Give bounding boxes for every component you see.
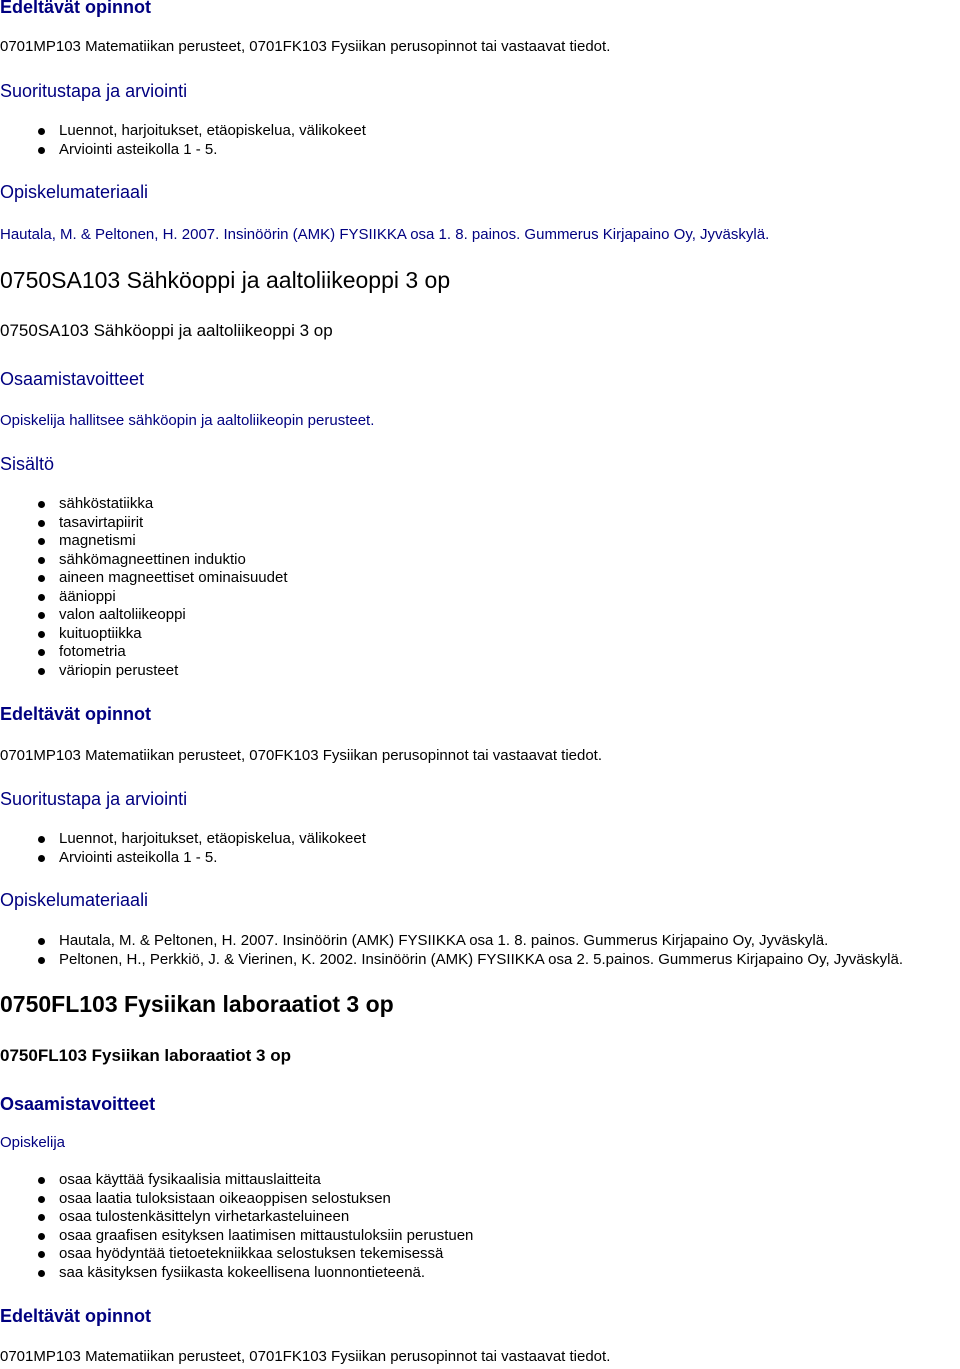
list-item: aineen magneettiset ominaisuudet xyxy=(0,569,288,588)
outcomes-intro: Opiskelija xyxy=(0,1134,66,1151)
course-title: 0750SA103 Sähköoppi ja aaltoliikeoppi 3 op xyxy=(0,267,451,293)
method-heading: Suoritustapa ja arviointi xyxy=(0,81,188,101)
list-item: Hautala, M. & Peltonen, H. 2007. Insinöörin (AMK) FYSIIKKA osa 1. 8. painos. Gummerus Kirjapaino Oy, Jyväskylä. xyxy=(0,932,903,951)
bullet-icon xyxy=(38,649,45,656)
prereq-heading: Edeltävät opinnot xyxy=(0,1306,152,1326)
material-text: Hautala, M. & Peltonen, H. 2007. Insinöörin (AMK) FYSIIKKA osa 1. 8. painos. Gummerus Kirjapaino Oy, Jyväskylä. xyxy=(0,226,770,243)
bullet-icon xyxy=(38,612,45,619)
course-title: 0750FL103 Fysiikan laboraatiot 3 op xyxy=(0,991,394,1017)
list-item: osaa graafisen esityksen laatimisen mittaustuloksiin perustuen xyxy=(0,1227,473,1246)
list-item: Luennot, harjoitukset, etäopiskelua, välikokeet xyxy=(0,122,366,141)
material-heading: Opiskelumateriaali xyxy=(0,890,149,910)
list-item: valon aaltoliikeoppi xyxy=(0,606,288,625)
method-heading: Suoritustapa ja arviointi xyxy=(0,789,188,809)
bullet-icon xyxy=(38,938,45,945)
list-item: Arviointi asteikolla 1 - 5. xyxy=(0,849,366,868)
list-item: Arviointi asteikolla 1 - 5. xyxy=(0,141,366,160)
list-item: Luennot, harjoitukset, etäopiskelua, välikokeet xyxy=(0,830,366,849)
content-list xyxy=(0,495,288,680)
material-list xyxy=(0,932,903,969)
list-item: saa käsityksen fysiikasta kokeellisena luonnontieteenä. xyxy=(0,1264,473,1283)
bullet-icon xyxy=(38,855,45,862)
bullet-icon xyxy=(38,538,45,545)
bullet-icon xyxy=(38,1196,45,1203)
bullet-icon xyxy=(38,668,45,675)
bullet-icon xyxy=(38,575,45,582)
list-item: väriopin perusteet xyxy=(0,662,288,681)
course-subtitle: 0750SA103 Sähköoppi ja aaltoliikeoppi 3 op xyxy=(0,321,333,340)
method-list xyxy=(0,122,366,159)
material-heading: Opiskelumateriaali xyxy=(0,182,149,202)
prereq-heading: Edeltävät opinnot xyxy=(0,704,152,724)
bullet-icon xyxy=(38,520,45,527)
list-item: fotometria xyxy=(0,643,288,662)
prereq-text: 0701MP103 Matematiikan perusteet, 0701FK103 Fysiikan perusopinnot tai vastaavat tiedot. xyxy=(0,38,611,55)
bullet-icon xyxy=(38,836,45,843)
bullet-icon xyxy=(38,557,45,564)
bullet-icon xyxy=(38,631,45,638)
course-subtitle: 0750FL103 Fysiikan laboraatiot 3 op xyxy=(0,1046,292,1065)
bullet-icon xyxy=(38,1214,45,1221)
bullet-icon xyxy=(38,1177,45,1184)
bullet-icon xyxy=(38,594,45,601)
prereq-text: 0701MP103 Matematiikan perusteet, 070FK103 Fysiikan perusopinnot tai vastaavat tiedot. xyxy=(0,747,603,764)
bullet-icon xyxy=(38,1270,45,1277)
bullet-icon xyxy=(38,501,45,508)
bullet-icon xyxy=(38,128,45,135)
list-item: Peltonen, H., Perkkiö, J. & Vierinen, K. 2002. Insinöörin (AMK) FYSIIKKA osa 2. 5.painos. Gummerus Kirjapaino Oy, Jyväskylä. xyxy=(0,951,903,970)
bullet-icon xyxy=(38,1251,45,1258)
bullet-icon xyxy=(38,1233,45,1240)
list-item: osaa laatia tuloksistaan oikeaoppisen selostuksen xyxy=(0,1190,473,1209)
list-item: sähkömagneettinen induktio xyxy=(0,551,288,570)
prereq-text: 0701MP103 Matematiikan perusteet, 0701FK103 Fysiikan perusopinnot tai vastaavat tiedot. xyxy=(0,1348,611,1365)
outcomes-list xyxy=(0,1171,473,1282)
list-item: osaa tulostenkäsittelyn virhetarkasteluineen xyxy=(0,1208,473,1227)
prereq-heading: Edeltävät opinnot xyxy=(0,0,152,17)
bullet-icon xyxy=(38,147,45,154)
list-item: magnetismi xyxy=(0,532,288,551)
list-item: äänioppi xyxy=(0,588,288,607)
outcomes-heading: Osaamistavoitteet xyxy=(0,369,145,389)
content-heading: Sisältö xyxy=(0,454,55,474)
list-item: sähköstatiikka xyxy=(0,495,288,514)
list-item: kuituoptiikka xyxy=(0,625,288,644)
method-list xyxy=(0,830,366,867)
outcomes-heading: Osaamistavoitteet xyxy=(0,1094,156,1114)
bullet-icon xyxy=(38,957,45,964)
outcomes-text: Opiskelija hallitsee sähköopin ja aaltoliikeopin perusteet. xyxy=(0,412,375,429)
list-item: tasavirtapiirit xyxy=(0,514,288,533)
list-item: osaa hyödyntää tietoetekniikkaa selostuksen tekemisessä xyxy=(0,1245,473,1264)
list-item: osaa käyttää fysikaalisia mittauslaitteita xyxy=(0,1171,473,1190)
